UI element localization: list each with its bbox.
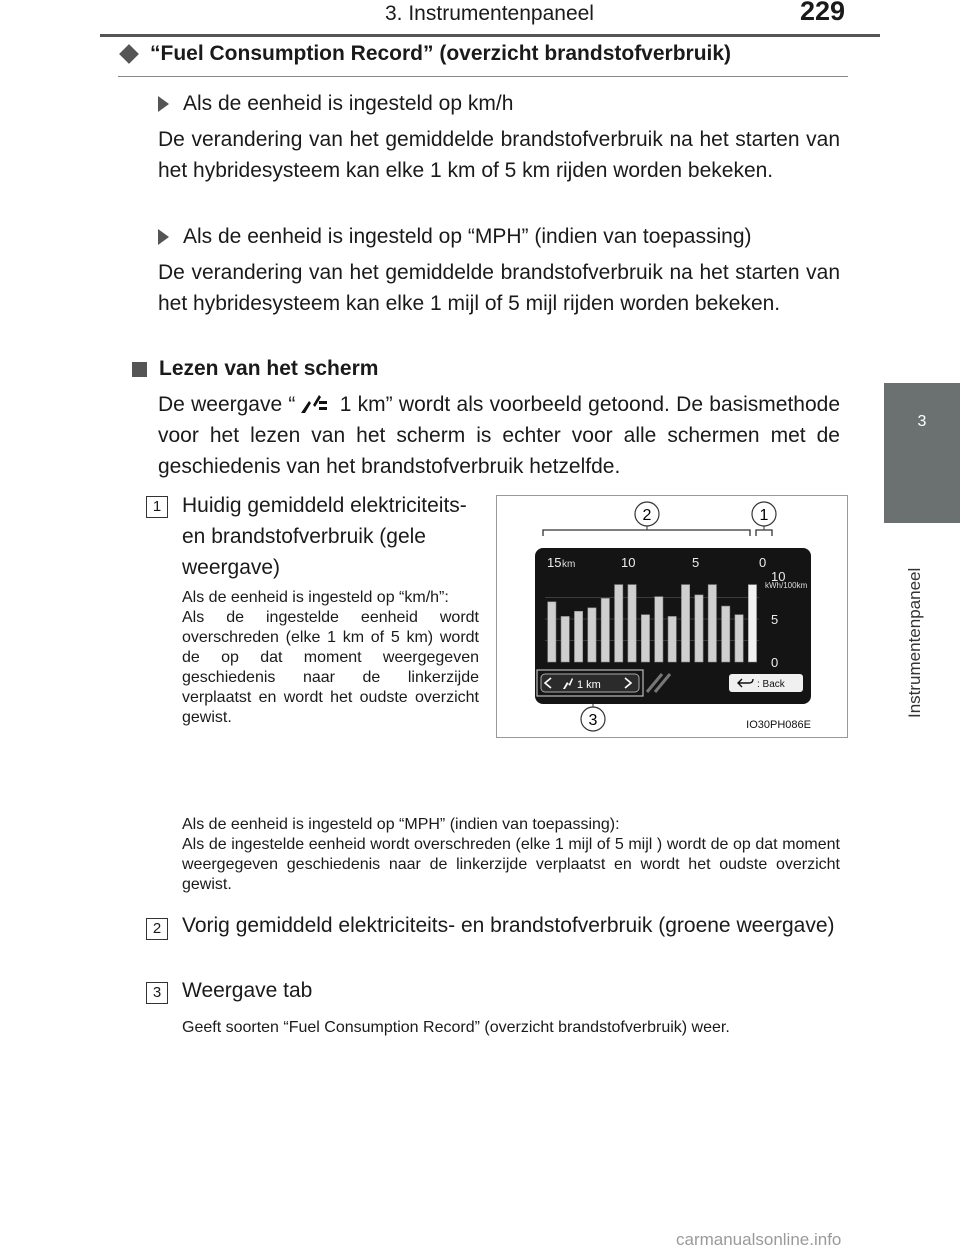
x-tick-label: 10 <box>621 555 636 570</box>
section-title: “Fuel Consumption Record” (overzicht brandstofverbruik) <box>118 42 731 66</box>
item-note: Geeft soorten “Fuel Consumption Record” (overzicht brandstofverbruik) weer. <box>182 1019 730 1036</box>
x-tick-label: 0 <box>759 555 767 570</box>
header-rule <box>100 34 880 37</box>
chart-bar <box>668 616 676 662</box>
square-bullet-icon <box>132 362 147 377</box>
chart-bar <box>548 602 556 662</box>
paragraph-mph: De verandering van het gemiddelde brandstofverbruik na het starten van het hybridesysteem kan elke 1 mijl of 5 mijl rijden worden bekeken. <box>158 261 840 315</box>
triangle-bullet-icon <box>158 96 169 112</box>
chart-bar <box>574 611 582 662</box>
reading-intro: De weergave “ 1 km” wordt als voorbeeld getoond. De basismethode voor het lezen van het scherm is echter voor alle schermen met de geschiedenis van het brandstofverbruik hetzelfde. <box>158 393 841 478</box>
chart-bar <box>641 615 649 662</box>
chart-bar <box>681 585 689 662</box>
display-tab-label: 1 km <box>577 679 601 691</box>
item-number: 1 <box>146 496 168 518</box>
chart-bar <box>735 615 743 662</box>
bracket-current <box>756 530 772 536</box>
paragraph-kmh: De verandering van het gemiddelde brandstofverbruik na het starten van het hybridesysteem kan elke 1 km of 5 km rijden worden bekeken. <box>158 128 840 182</box>
chart-bar <box>615 585 623 662</box>
triangle-bullet-icon <box>158 229 169 245</box>
chart-bar <box>588 608 596 662</box>
chapter-tab: 3 <box>884 383 960 523</box>
chart-bar <box>628 585 636 662</box>
y-tick-label: 5 <box>771 612 779 627</box>
y-tick-label: 10 <box>771 569 786 584</box>
figure-frame <box>496 495 848 738</box>
chapter-tab-label: Instrumentenpaneel <box>905 567 924 718</box>
item-title: Huidig gemiddeld elektriciteits- en brandstofverbruik (gele weergave) <box>182 494 467 579</box>
item-title: Vorig gemiddeld elektriciteits- en brandstofverbruik (groene weergave) <box>182 914 835 937</box>
item-number: 2 <box>146 918 168 940</box>
item-number: 3 <box>146 982 168 1004</box>
back-button-label: : Back <box>757 679 785 690</box>
x-tick-label: 5 <box>692 555 700 570</box>
chart-bar <box>722 606 730 662</box>
x-unit-label: km <box>562 559 576 570</box>
watermark: carmanualsonline.info <box>676 1230 842 1249</box>
x-tick-label: 15 <box>547 555 562 570</box>
fuel-record-figure <box>497 496 847 737</box>
fuel-consumption-icon <box>299 393 329 415</box>
page-number: 229 <box>800 0 846 26</box>
item-note: Als de eenheid is ingesteld op “MPH” (indien van toepassing): Als de ingestelde eenheid wordt overschreden (elke 1 mijl of 5 mijl ) wordt de op dat moment weergegeven geschiedenis naar de linkerzijde verplaatst en wordt het oudste overzicht gewist. <box>182 816 840 893</box>
callout-label: 1 <box>759 507 769 524</box>
diamond-bullet-icon <box>119 44 139 64</box>
y-unit-label: kWh/100km <box>765 581 808 590</box>
item-title: Weergave tab <box>182 979 313 1002</box>
subheading-kmh: Als de eenheid is ingesteld op km/h <box>158 92 513 116</box>
chart-bar <box>655 597 663 662</box>
chart-bar <box>561 616 569 662</box>
chapter-heading: 3. Instrumentenpaneel <box>385 2 594 25</box>
y-tick-label: 0 <box>771 655 779 670</box>
callout-label: 2 <box>642 507 652 524</box>
subheading-mph: Als de eenheid is ingesteld op “MPH” (indien van toepassing) <box>158 225 752 249</box>
chart-bar <box>601 598 609 662</box>
item-note: Als de eenheid is ingesteld op “km/h”: Als de ingestelde eenheid wordt overschreden (elke 1 km of 5 km) wordt de op dat moment weergegeven geschiedenis naar de linkerzijde verplaatst en wordt het oudste overzicht gewist. <box>182 589 479 726</box>
chart-bar <box>708 585 716 662</box>
callout-label: 3 <box>588 712 598 729</box>
bracket-previous <box>543 530 750 536</box>
section-rule <box>118 76 848 77</box>
chart-bar <box>695 595 703 662</box>
chart-bar <box>748 585 756 662</box>
block-title: Lezen van het scherm <box>132 357 378 381</box>
figure-code: IO30PH086E <box>746 719 811 731</box>
